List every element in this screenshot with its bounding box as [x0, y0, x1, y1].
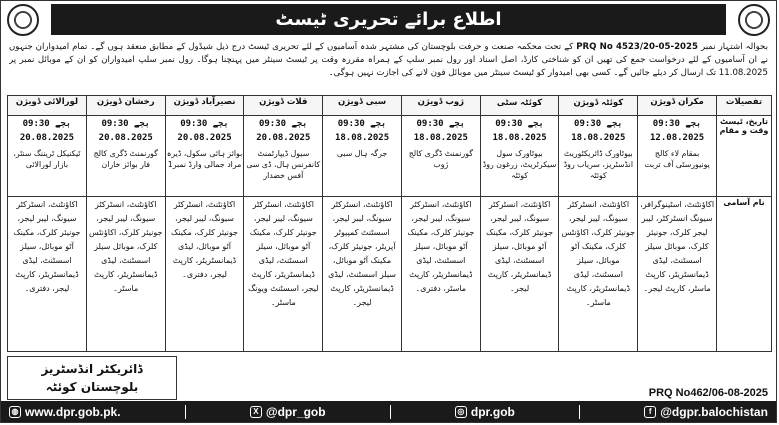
posts-label: نام آسامی [717, 197, 772, 352]
divider [390, 405, 391, 419]
division-header: ژوب ڈویژن [401, 96, 480, 116]
intro-text-after: کے تحت محکمہ صنعت و حرفت بلوچستان کی مشتہر شدہ آسامیوں کے لئے تحریری ٹیسٹ درج ذیل شیڈول کے مطابق منعقد ہوں گے۔ تمام امیدواران جنہوں نے ان آسامیوں کے لئے درخواست جمع کی تھیں ان کو شناختی کارڈ، اصل اسناد اور رول نمبر سلپ کے ہمراہ مقررہ وقت پر ٹیسٹ سینٹر میں پہنچنا ہوگا۔ رول نمبر سلپ امیدواران کو ان کے موبائل نمبر پر 11.08.2025 تک ارسال کر دیئے جائیں گے۔ کسی بھی امیدوار کو ٹیسٹ سینٹر میں موبائل فون لانے کی اجازت نہیں ہوگی۔ [9, 42, 768, 78]
table-header-row [8, 96, 772, 116]
division-posts-cell: اکاؤنٹنٹ، انسٹرکٹر سیونگ، لیبر لیجر، جونیئر کلرک، اکاؤنٹس کلرک، مکینک آٹو موبائل، سیلز اسسٹنٹ، لیڈی ڈیمانسٹریٹر، کارپٹ ماسٹر۔ [559, 197, 638, 352]
prq-number: PRQ No462/06-08-2025 [648, 387, 768, 399]
facebook-text: @dgpr.balochistan [660, 404, 768, 419]
division-posts-cell: اکاؤنٹنٹ، انسٹرکٹر سیونگ، لیبر لیجر، جونیئر کلرک، مکینک آٹو موبائل، لیڈی ڈیمانسٹریٹر، کارپٹ لیجر، دفتری۔ [165, 197, 244, 352]
division-schedule-cell [480, 116, 559, 197]
division-posts-cell: اکاؤنٹنٹ، انسٹرکٹر سیونگ، لیبر لیجر، جونیئر کلرک، مکینک آٹو موبائل، سیلز اسسٹنٹ، لیڈی ڈیمانسٹریٹر، کارپٹ ماسٹر، دفتری۔ [401, 197, 480, 352]
test-venue: بیوٹاورک ڈائریکٹوریٹ انڈسٹریز، سریاب روڈ کوئٹہ [563, 149, 633, 180]
test-date: 12.08.2025 [650, 133, 705, 143]
test-time: 09:30 بجے [495, 119, 544, 129]
division-schedule-cell [86, 116, 165, 197]
facebook-icon: f [644, 406, 656, 418]
test-venue: سیول ڈیپارٹمنٹ کانفرنس ہال، ڈی سی آفس خضدار [246, 149, 321, 180]
division-posts-cell: اکاؤنٹنٹ، انسٹرکٹر سیونگ، لیبر لیجر، جونیئر کلرک، مکینک آٹو موبائل، سیلز اسسٹنٹ، لیڈی ڈیمانسٹریٹر، کارپٹ لیجر، اسسٹنٹ ویونگ ماسٹر۔ [244, 197, 323, 352]
division-schedule-cell [638, 116, 717, 197]
division-posts-cell: اکاؤنٹنٹ، انسٹرکٹر سیونگ، لیبر لیجر، جونیئر کلرک، مکینک آٹو موبائل، سیلز اسسٹنٹ، لیڈی ڈیمانسٹریٹر، کارپٹ لیجر، دفتری۔ [8, 197, 87, 352]
balochistan-emblem-icon [738, 4, 770, 36]
test-venue: بوائز ہائی سکول، ڈیرہ مراد جمالی وارڈ نمبر1 [166, 149, 243, 169]
instagram-icon: ◎ [455, 406, 467, 418]
test-time: 09:30 بجے [337, 119, 387, 129]
government-emblem-icon [7, 4, 39, 36]
division-header: کوئٹہ سٹی [480, 96, 559, 116]
test-time: 09:30 بجے [258, 119, 308, 129]
division-posts-cell: اکاؤنٹنٹ، انسٹرکٹر سیونگ، لیبر لیجر، جونیئر کلرک، اکاؤنٹس کلرک، موبائل سیلز اسسٹنٹ، لیڈی ڈیمانسٹریٹر، کارپٹ ماسٹر۔ [86, 197, 165, 352]
test-date: 18.08.2025 [492, 133, 547, 143]
table-row-posts [8, 197, 772, 352]
test-date: 20.08.2025 [177, 133, 232, 143]
instagram-text: dpr.gob [470, 404, 515, 419]
test-time: 09:30 بجے [180, 119, 229, 129]
test-venue: جرگہ ہال سبی [336, 149, 388, 158]
division-header: کوئٹہ ڈویژن [559, 96, 638, 116]
footer-bar [1, 401, 776, 422]
division-schedule-cell [401, 116, 480, 197]
test-time: 09:30 بجے [101, 119, 151, 129]
division-header: مکران ڈویژن [638, 96, 717, 116]
test-date: 20.08.2025 [19, 133, 75, 143]
test-time: 09:30 بجے [416, 119, 466, 129]
test-time: 09:30 بجے [652, 119, 702, 129]
header-label: تفصیلات [717, 96, 772, 116]
division-schedule-cell [559, 116, 638, 197]
test-time: 09:30 بجے [574, 119, 623, 129]
test-venue: گورنمنٹ ڈگری کالج فار بوائز خاران [93, 149, 158, 169]
instagram-link[interactable] [455, 405, 515, 419]
x-text: @dpr_gob [265, 404, 326, 419]
test-date: 20.08.2025 [98, 133, 153, 143]
division-posts-cell: اکاؤنٹنٹ، انسٹرکٹر سیونگ، لیبر لیجر، جونیئر کلرک، مکینک آٹو موبائل، سیلز اسسٹنٹ، لیڈی ڈیمانسٹریٹر، کارپٹ لیجر۔ [480, 197, 559, 352]
table-row-date [8, 116, 772, 197]
division-schedule-cell [244, 116, 323, 197]
test-schedule-table [7, 95, 772, 352]
division-header: لورالائی ڈویژن [8, 96, 87, 116]
division-schedule-cell [165, 116, 244, 197]
intro-prq: PRQ No 4523/20-05-2025 [576, 42, 698, 52]
test-venue: ٹیکنیکل ٹریننگ سنٹر، بازار لورالائی [13, 149, 81, 169]
globe-icon: ◍ [9, 406, 21, 418]
x-link[interactable] [250, 405, 326, 419]
test-date: 18.08.2025 [413, 133, 468, 143]
header [1, 1, 776, 39]
test-venue: بیوٹاورک سول سیکرٹریٹ، زرغون روڈ کوئٹہ [482, 149, 557, 180]
division-header: سبی ڈویژن [323, 96, 402, 116]
test-venue: گورنمنٹ ڈگری کالج ژوب [408, 149, 473, 169]
division-header: قلات ڈویژن [244, 96, 323, 116]
facebook-link[interactable] [644, 405, 768, 419]
page-title: اطلاع برائے تحریری ٹیسٹ [51, 4, 726, 35]
divider [185, 405, 186, 419]
test-time: 09:30 بجے [22, 119, 72, 129]
test-date: 18.08.2025 [571, 133, 626, 143]
website-link[interactable] [9, 405, 121, 419]
division-posts-cell: اکاؤنٹنٹ، اسٹینوگرافر، سیونگ انسٹرکٹر، لیبر لیجر کلرک، جونیئر کلرک، موبائل سیلز اسسٹنٹ، لیڈی ڈیمانسٹریٹر، کارپٹ ماسٹر، کارپٹ لیجر۔ [638, 197, 717, 352]
intro-text-before: بحوالہ اشتہار نمبر [700, 42, 768, 52]
x-icon: X [250, 406, 262, 418]
signature-block [7, 356, 177, 400]
division-header: رخشان ڈویژن [86, 96, 165, 116]
intro-paragraph [9, 41, 768, 95]
test-venue: بمقام لاء کالج یونیورسٹی آف تربت [644, 149, 710, 169]
website-text: www.dpr.gob.pk. [25, 404, 121, 419]
test-date: 18.08.2025 [334, 133, 390, 143]
division-schedule-cell [8, 116, 87, 197]
division-posts-cell: اکاؤنٹنٹ، انسٹرکٹر سیونگ، لیبر لیجر، اسسٹنٹ کمپیوٹر آپریٹر، جونیئر کلرک، مکینک آٹو موبائل، سیلز اسسٹنٹ، لیڈی ڈیمانسٹریٹر، کارپٹ لیجر۔ [323, 197, 402, 352]
divider [579, 405, 580, 419]
division-header: نصیرآباد ڈویژن [165, 96, 244, 116]
signature-line2: بلوچستان کوئٹہ [45, 380, 139, 394]
signature-line1: ڈائریکٹر انڈسٹریز [41, 362, 143, 376]
test-date: 20.08.2025 [256, 133, 311, 143]
date-label: تاریخ، ٹیسٹ وقت و مقام [717, 116, 772, 197]
division-schedule-cell [323, 116, 402, 197]
